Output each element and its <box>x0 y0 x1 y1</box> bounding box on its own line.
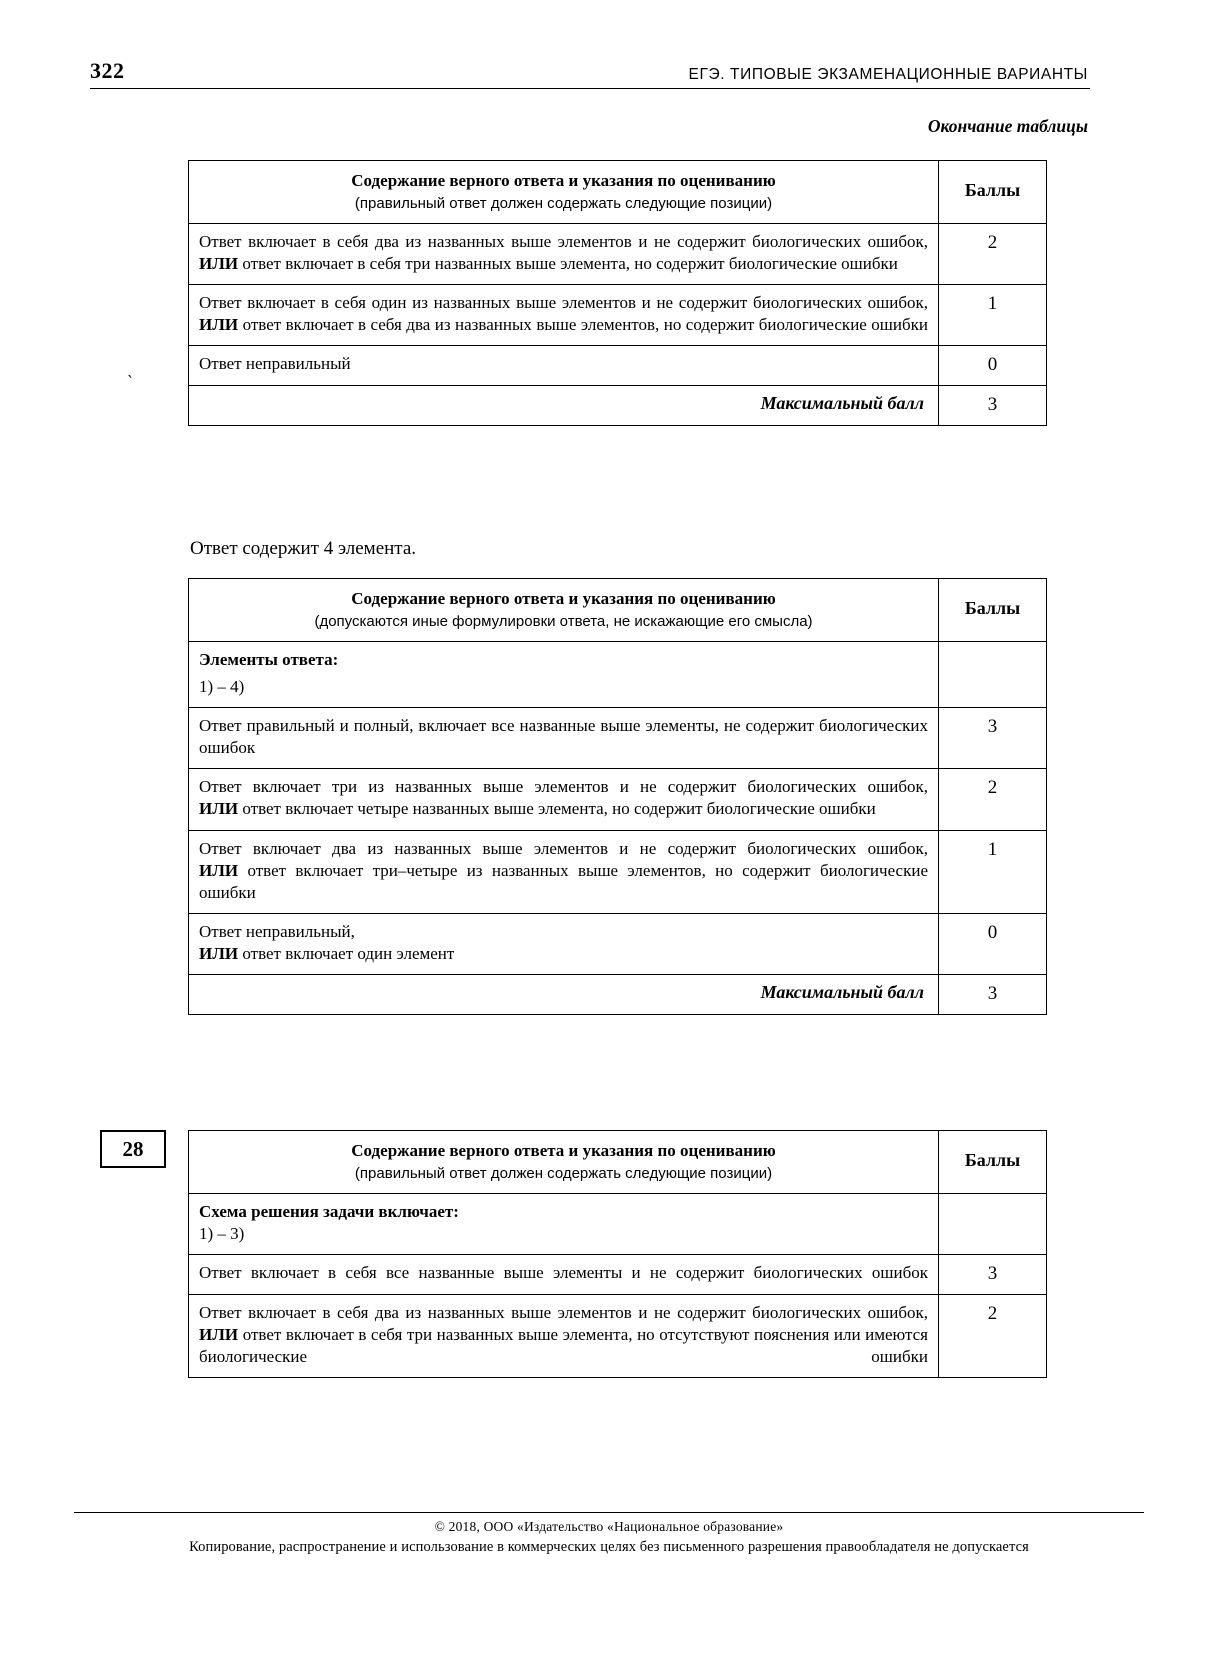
max-score-value: 3 <box>939 974 1047 1014</box>
table-row <box>189 641 1047 707</box>
criteria-line: Ответ включает два из названных выше элементов и не содержит биологических ошибок, <box>199 838 928 858</box>
score-value: 2 <box>939 223 1047 284</box>
header-score-cell: Баллы <box>939 161 1047 224</box>
or-text: ответ включает четыре названных выше элемента, но содержит биологические ошибки <box>238 799 876 819</box>
header-score-cell: Баллы <box>939 1131 1047 1194</box>
criteria-line-or <box>199 314 928 336</box>
page-number: 322 <box>90 58 125 83</box>
score-value: 2 <box>939 769 1047 830</box>
or-text: ответ включает три–четыре из названных выше элементов, но содержит биологические ошибки <box>199 860 928 902</box>
criteria-text <box>189 769 939 830</box>
criteria-line: Ответ включает три из названных выше элементов и не содержит биологических ошибок, <box>199 777 928 797</box>
or-text: ответ включает в себя три названных выше элемента, но содержит биологические ошибки <box>238 254 898 274</box>
criteria-text <box>189 708 939 769</box>
criteria-table-3 <box>188 1130 1047 1378</box>
score-value: 3 <box>939 1255 1047 1295</box>
table-row <box>189 769 1047 830</box>
criteria-line: Ответ неправильный <box>199 354 351 374</box>
header-content-cell <box>189 579 939 642</box>
task-number-badge: 28 <box>100 1130 166 1168</box>
criteria-text <box>189 641 939 707</box>
solution-scheme-range: 1) – 3) <box>199 1224 245 1244</box>
header-divider <box>90 88 1090 89</box>
header-main-text: Содержание верного ответа и указания по оцениванию <box>351 171 776 190</box>
criteria-line-or <box>199 1324 928 1368</box>
table-row <box>189 1255 1047 1295</box>
or-keyword: ИЛИ <box>199 1325 239 1345</box>
criteria-text <box>189 223 939 284</box>
table-max-row <box>189 386 1047 426</box>
max-score-label: Максимальный балл <box>189 386 939 426</box>
or-keyword: ИЛИ <box>199 799 239 819</box>
score-value: 1 <box>939 285 1047 346</box>
answer-elements-note: Ответ содержит 4 элемента. <box>190 538 417 559</box>
table-row <box>189 285 1047 346</box>
score-value: 0 <box>939 346 1047 386</box>
criteria-line: Ответ включает в себя все названные выше элементы и не содержит биологических ошибок <box>199 1263 928 1283</box>
criteria-text <box>189 346 939 386</box>
criteria-line: Ответ включает в себя один из названных выше элементов и не содержит биологических ошибок, <box>199 293 928 313</box>
criteria-line: Ответ правильный и полный, включает все названные выше элементы, не содержит биологических ошибок <box>199 716 928 758</box>
criteria-text <box>189 1295 939 1378</box>
header-sub-text: (правильный ответ должен содержать следующие позиции) <box>354 194 773 212</box>
table-row <box>189 830 1047 913</box>
page-header <box>90 58 1090 84</box>
table-header-row <box>189 161 1047 224</box>
table-header-row <box>189 1131 1047 1194</box>
criteria-line-or <box>199 860 928 904</box>
page-footer <box>74 1519 1144 1556</box>
criteria-line-or <box>199 943 928 965</box>
score-value: 0 <box>939 913 1047 974</box>
table-row <box>189 1193 1047 1254</box>
solution-scheme-title <box>199 1201 928 1223</box>
running-title: ЕГЭ. ТИПОВЫЕ ЭКЗАМЕНАЦИОННЫЕ ВАРИАНТЫ <box>688 66 1088 83</box>
criteria-line: Ответ включает в себя два из названных выше элементов и не содержит биологических ошибок, <box>199 1303 928 1323</box>
table-row <box>189 346 1047 386</box>
header-score-cell: Баллы <box>939 579 1047 642</box>
score-value <box>939 1193 1047 1254</box>
header-content-cell <box>189 161 939 224</box>
or-keyword: ИЛИ <box>199 860 239 880</box>
copyright-text: © 2018, ООО «Издательство «Национальное образование» <box>434 1519 784 1534</box>
score-value: 3 <box>939 708 1047 769</box>
header-sub-text: (правильный ответ должен содержать следующие позиции) <box>354 1164 773 1182</box>
table-continued-label: Окончание таблицы <box>927 116 1088 136</box>
max-score-label: Максимальный балл <box>189 974 939 1014</box>
table-row <box>189 223 1047 284</box>
elements-title <box>199 649 928 671</box>
criteria-text <box>189 1255 939 1295</box>
criteria-table-1 <box>188 160 1047 426</box>
table-row <box>189 708 1047 769</box>
header-sub-text: (допускаются иные формулировки ответа, не искажающие его смысла) <box>314 612 813 630</box>
table-row <box>189 1295 1047 1378</box>
elements-range: 1) – 4) <box>199 677 245 697</box>
rights-text: Копирование, распространение и использование в коммерческих целях без письменного разрешения правообладателя не допускается <box>189 1539 1029 1555</box>
criteria-text <box>189 830 939 913</box>
table-row <box>189 913 1047 974</box>
footer-divider <box>74 1512 1144 1513</box>
criteria-text <box>189 285 939 346</box>
margin-tick-mark: ˋ <box>124 371 134 392</box>
criteria-line-or <box>199 253 928 275</box>
max-score-value: 3 <box>939 386 1047 426</box>
criteria-table-2 <box>188 578 1047 1015</box>
criteria-line: Ответ неправильный, <box>199 921 355 941</box>
score-value <box>939 641 1047 707</box>
table-header-row <box>189 579 1047 642</box>
table-max-row <box>189 974 1047 1014</box>
or-keyword: ИЛИ <box>199 254 239 274</box>
criteria-line: Ответ включает в себя два из названных выше элементов и не содержит биологических ошибок, <box>199 231 928 251</box>
score-value: 2 <box>939 1295 1047 1378</box>
solution-scheme-bold: Схема решения задачи включает: <box>199 1201 459 1221</box>
criteria-text <box>189 1193 939 1254</box>
or-keyword: ИЛИ <box>199 943 239 963</box>
criteria-line-or <box>199 798 928 820</box>
or-text: ответ включает в себя два из названных выше элементов, но содержит биологические ошибки <box>238 315 928 335</box>
header-main-text: Содержание верного ответа и указания по оцениванию <box>351 589 776 608</box>
elements-title-bold: Элементы ответа: <box>199 649 339 669</box>
header-content-cell <box>189 1131 939 1194</box>
or-keyword: ИЛИ <box>199 315 239 335</box>
score-value: 1 <box>939 830 1047 913</box>
or-text: ответ включает один элемент <box>238 943 455 963</box>
criteria-text <box>189 913 939 974</box>
header-main-text: Содержание верного ответа и указания по оцениванию <box>351 1141 776 1160</box>
or-text: ответ включает в себя три названных выше элемента, но отсутствуют пояснения или имеются биологические ошибки <box>199 1325 928 1367</box>
